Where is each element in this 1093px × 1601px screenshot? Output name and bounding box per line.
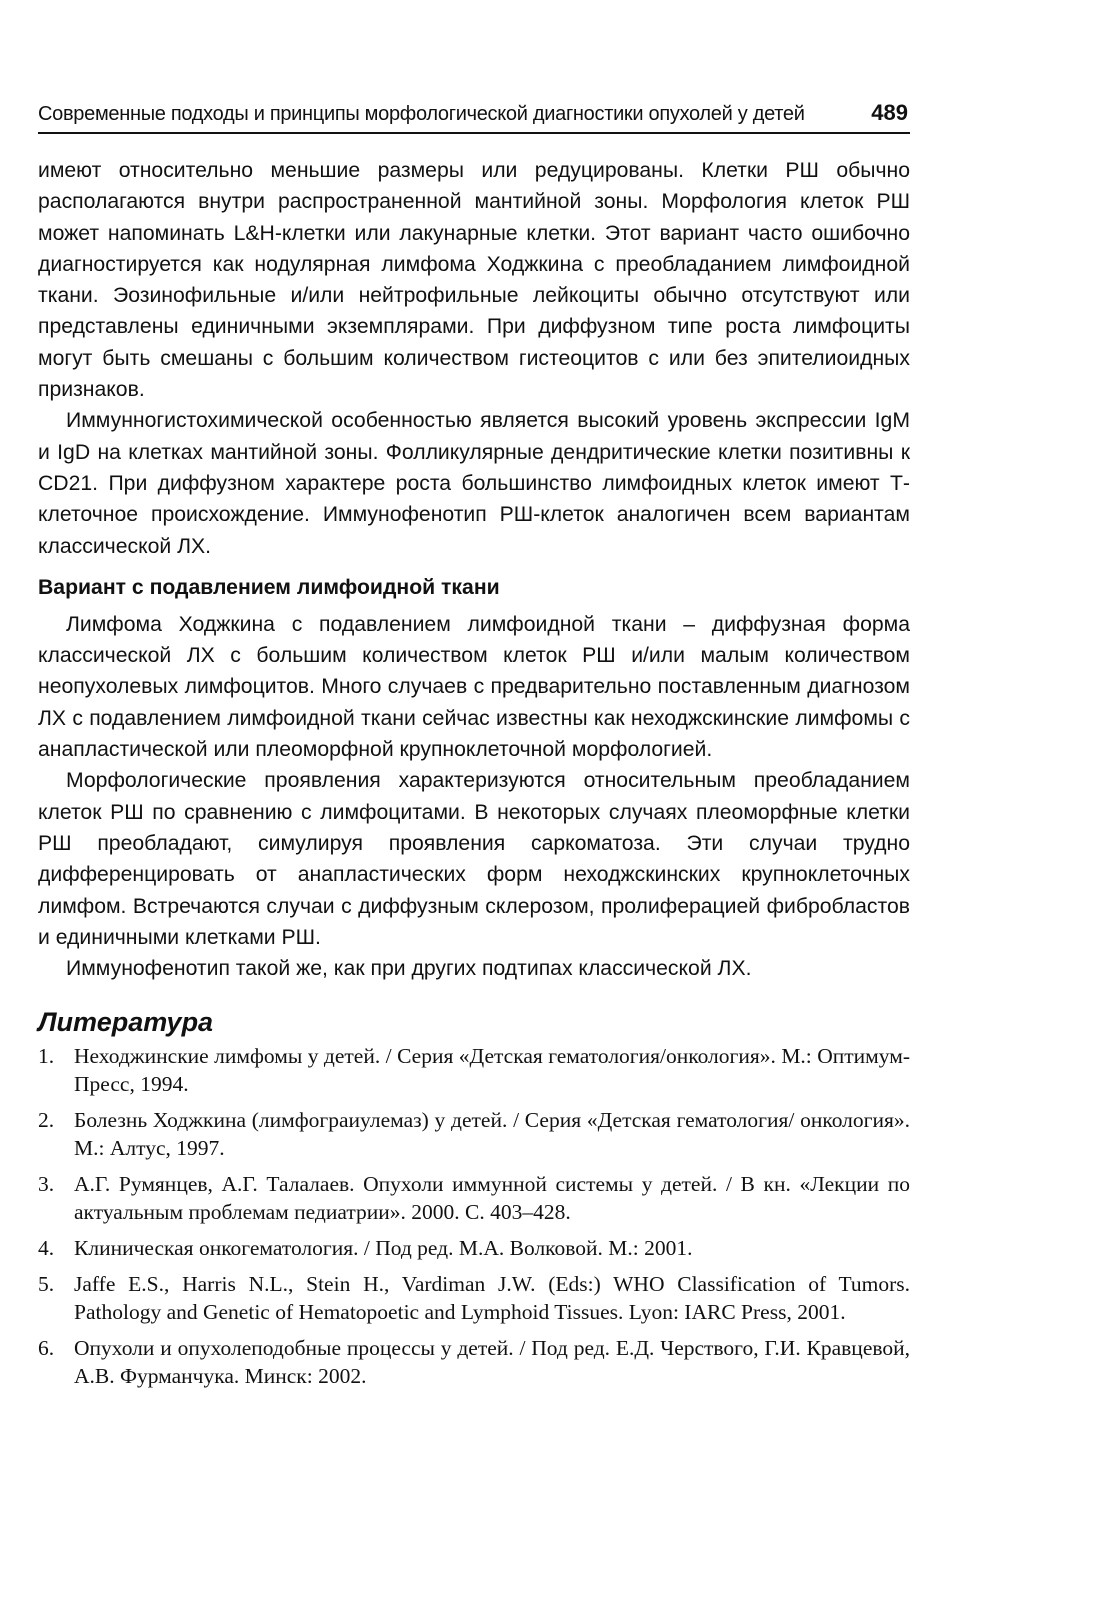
reference-number: 1. xyxy=(38,1044,55,1069)
reference-item xyxy=(38,1334,910,1390)
section-paragraph: Иммунофенотип такой же, как при других подтипах классической ЛХ. xyxy=(66,957,752,981)
reference-text: Клиническая онкогематология. / Под ред. М.А. Волковой. М.: 2001. xyxy=(74,1236,693,1261)
reference-text: Болезнь Ходжкина (лимфограиулемаз) у детей. / Серия «Детская гематология/ онкология». М.: Алтус, 1997. xyxy=(74,1108,910,1161)
paragraph-immunohistochemistry: Иммунногистохимической особенностью является высокий уровень экспрессии IgM и IgD на клетках мантийной зоны. Фолликулярные дендритические клетки позитивны к CD21. При диффузном характере роста большинство лимфоидных клеток имеют Т-клеточное происхождение. Иммунофенотип РШ-клеток аналогичен всем вариантам классической ЛХ. xyxy=(38,409,910,558)
reference-item xyxy=(38,1106,910,1162)
section-heading: Вариант с подавлением лимфоидной ткани xyxy=(38,575,500,599)
page-number: 489 xyxy=(871,100,908,125)
reference-item xyxy=(38,1234,910,1262)
reference-item xyxy=(38,1270,910,1326)
reference-number: 4. xyxy=(38,1236,55,1261)
reference-item xyxy=(38,1042,910,1098)
section-paragraph: Морфологические проявления характеризуются относительным преобладанием клеток РШ по сравнению с лимфоцитами. В некоторых случаях плеоморфные клетки РШ преобладают, симулируя проявления саркоматоза. Эти случаи трудно дифференцировать от анапластических форм неходжскинских крупноклеточных лимфом. Встречаются случаи с диффузным склерозом, пролиферацией фибробластов и единичными клетками РШ. xyxy=(38,769,910,949)
reference-text: Опухоли и опухолеподобные процессы у детей. / Под ред. Е.Д. Черствого, Г.И. Кравцевой, А.В. Фурманчука. Минск: 2002. xyxy=(74,1336,910,1389)
reference-list xyxy=(38,1042,910,1390)
reference-number: 3. xyxy=(38,1172,55,1197)
literature-heading: Литература xyxy=(38,1007,214,1038)
body-text xyxy=(38,155,910,1398)
reference-number: 2. xyxy=(38,1108,55,1133)
running-title: Современные подходы и принципы морфологической диагностики опухолей у детей xyxy=(38,103,805,125)
section-paragraph: Лимфома Ходжкина с подавлением лимфоидной ткани – диффузная форма классической ЛХ с большим количеством клеток РШ и/или малым количеством неопухолевых лимфоцитов. Много случаев с предварительно поставленным диагнозом ЛХ с подавлением лимфоидной ткани сейчас известны как неходжскинские лимфомы с анапластической или плеоморфной крупноклеточной морфологией. xyxy=(38,612,910,762)
reference-text: Неходжинские лимфомы у детей. / Серия «Детская гематология/онкология». М.: Оптимум-Пресс, 1994. xyxy=(74,1044,910,1097)
reference-text: Jaffe E.S., Harris N.L., Stein H., Vardiman J.W. (Eds:) WHO Classification of Tumors. Pathology and Genetic of Hematopoetic and Lymphoid Tissues. Lyon: IARC Press, 2001. xyxy=(74,1272,910,1325)
paragraph-continuation: имеют относительно меньшие размеры или редуцированы. Клетки РШ обычно располагаются внутри распространенной мантийной зоны. Морфология клеток РШ может напоминать L&H-клетки или лакунарные клетки. Этот вариант часто ошибочно диагностируется как нодулярная лимфома Ходжкина с преобладанием лимфоидной ткани. Эозинофильные и/или нейтрофильные лейкоциты обычно отсутствуют или представлены единичными экземплярами. При диффузном типе роста лимфоциты могут быть смешаны с большим количеством гистеоцитов с или без эпителиоидных признаков. xyxy=(38,159,910,402)
reference-text: А.Г. Румянцев, А.Г. Талалаев. Опухоли иммунной системы у детей. / В кн. «Лекции по актуальным проблемам педиатрии». 2000. С. 403–428. xyxy=(74,1172,910,1225)
running-header xyxy=(38,98,910,134)
reference-number: 6. xyxy=(38,1336,55,1361)
reference-number: 5. xyxy=(38,1272,55,1297)
reference-item xyxy=(38,1170,910,1226)
